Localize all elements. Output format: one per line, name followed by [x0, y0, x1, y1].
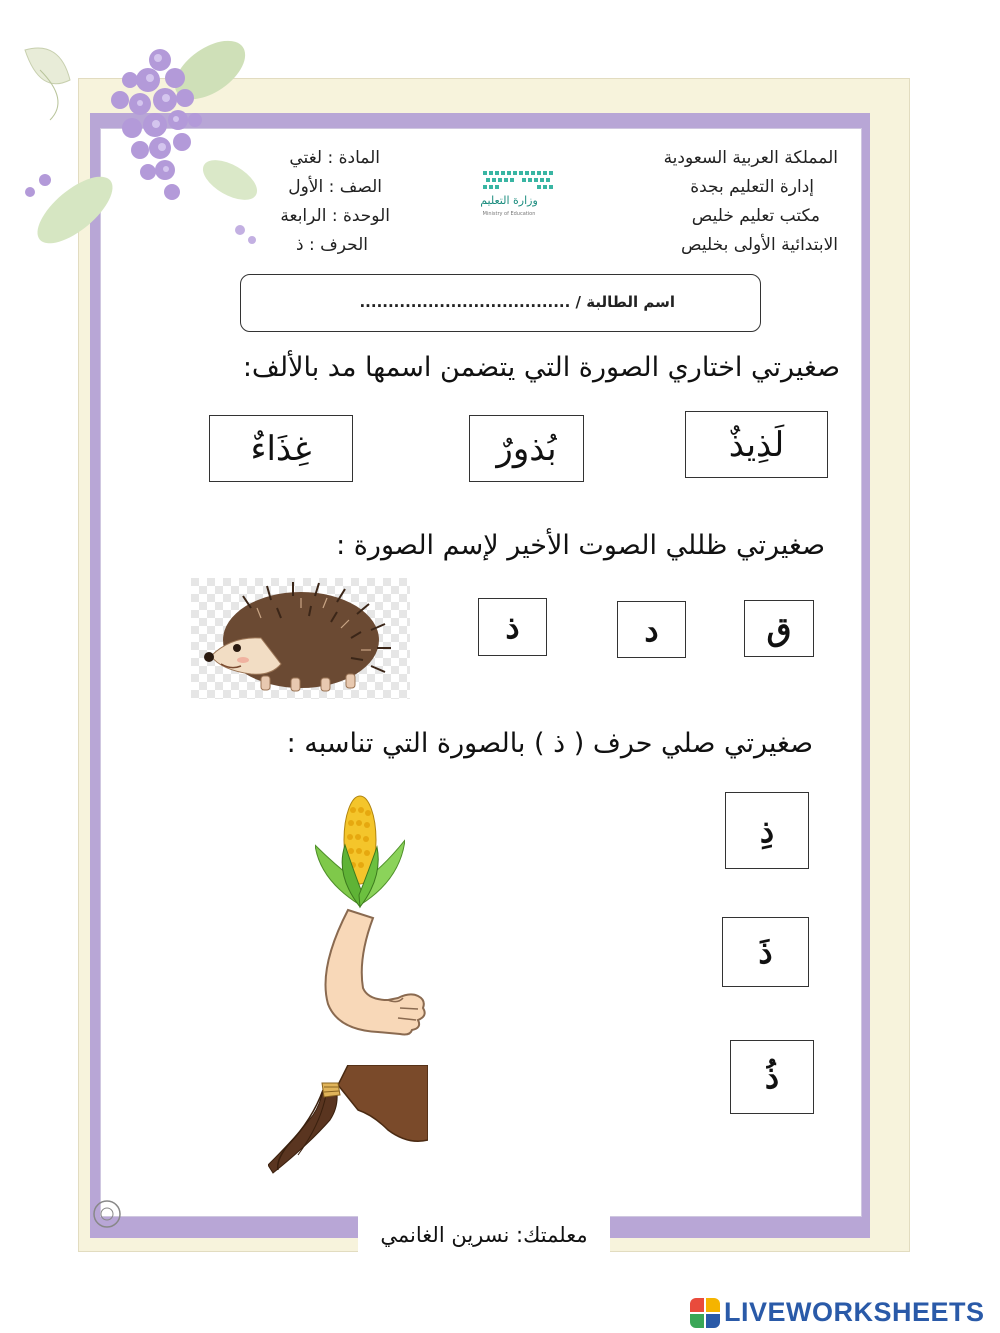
corner-emblem-decoration: [90, 1197, 124, 1231]
letter-option[interactable]: ذِ: [725, 792, 809, 869]
word-option[interactable]: لَذِيذٌ: [685, 411, 828, 478]
lilac-flower-decoration: [0, 0, 280, 260]
class-info-line: الوحدة : الرابعة: [280, 206, 390, 226]
section3-instruction: صغيرتي صلي حرف ( ذ ) بالصورة التي تناسبه :: [286, 728, 813, 759]
teacher-name: معلمتك: نسرين الغانمي: [358, 1215, 610, 1255]
school-info-line: المملكة العربية السعودية: [663, 148, 838, 168]
word-option[interactable]: غِذَاءٌ: [209, 415, 353, 482]
letter-option[interactable]: ذَ: [722, 917, 809, 987]
school-info-line: الابتدائية الأولى بخليص: [681, 235, 838, 255]
class-info-line: الصف : الأول: [288, 177, 382, 197]
ministry-logo-arabic: وزارة التعليم: [480, 194, 538, 207]
letter-option[interactable]: ق: [744, 600, 814, 657]
arm-image[interactable]: [318, 908, 428, 1038]
class-info-line: الحرف : ذ: [296, 235, 368, 255]
school-info-line: إدارة التعليم بجدة: [690, 177, 814, 197]
ministry-logo-icon: [478, 168, 558, 192]
student-name-box[interactable]: [240, 274, 761, 332]
letter-option[interactable]: د: [617, 601, 686, 658]
student-name-label: اسم الطالبة / .....................................: [359, 293, 675, 311]
ministry-logo-english: Ministry of Education: [482, 211, 536, 217]
class-info: [255, 144, 390, 260]
tail-image[interactable]: [268, 1065, 428, 1175]
letter-option[interactable]: ذُ: [730, 1040, 814, 1114]
hedgehog-image[interactable]: [191, 578, 410, 699]
letter-option[interactable]: ذ: [478, 598, 547, 656]
section1-instruction: صغيرتي اختاري الصورة التي يتضمن اسمها مد بالألف:: [242, 352, 840, 383]
liveworksheets-logo[interactable]: [690, 1297, 985, 1328]
liveworksheets-logo-icon: [690, 1298, 720, 1328]
school-info-line: مكتب تعليم خليص: [691, 206, 820, 226]
ministry-logo: [478, 168, 558, 228]
liveworksheets-logo-text: LIVEWORKSHEETS: [724, 1297, 985, 1327]
school-info: [620, 144, 838, 260]
word-option[interactable]: بُذورٌ: [469, 415, 584, 482]
corn-image[interactable]: [315, 785, 405, 910]
class-info-line: المادة : لغتي: [289, 148, 380, 168]
section2-instruction: صغيرتي ظللي الصوت الأخير لإسم الصورة :: [336, 530, 825, 561]
